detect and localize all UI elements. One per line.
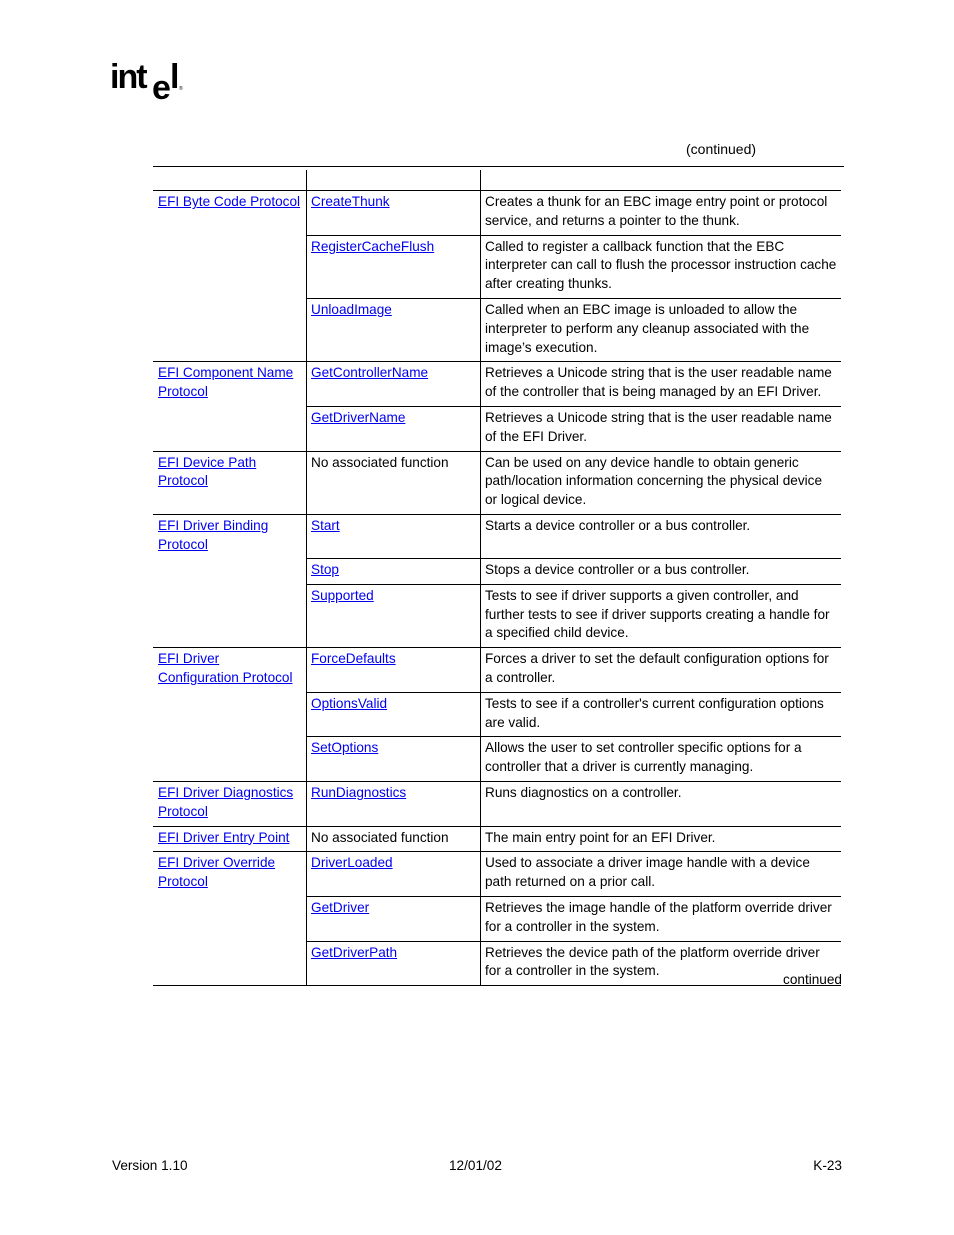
protocol-cell (153, 826, 307, 852)
svg-text:l: l (170, 58, 180, 96)
function-cell: No associated function (307, 826, 481, 852)
top-rule (153, 166, 844, 167)
function-link[interactable]: CreateThunk (311, 194, 390, 209)
table-row (153, 191, 841, 236)
function-cell (307, 559, 481, 585)
function-link[interactable]: Stop (311, 562, 339, 578)
table-row (153, 941, 841, 986)
table-row (153, 559, 841, 585)
protocol-cell (153, 298, 307, 361)
function-cell: No associated function (307, 451, 481, 514)
protocol-cell (153, 451, 307, 514)
protocol-cell (153, 692, 307, 737)
description-cell: Allows the user to set controller specific options for a controller that a driver is currently managing. (481, 737, 842, 782)
svg-text:e: e (152, 69, 169, 104)
protocol-link[interactable]: EFI Driver Binding Protocol (158, 517, 269, 552)
function-link[interactable]: GetDriverPath (311, 944, 398, 960)
table-row (153, 451, 841, 514)
function-cell (307, 298, 481, 361)
protocol-cell (153, 191, 307, 236)
svg-text:®: ® (179, 86, 183, 92)
table-row (153, 406, 841, 451)
description-cell: Used to associate a driver image handle with a device path returned on a prior call. (481, 852, 842, 897)
protocol-cell (153, 514, 307, 558)
continued-label-bottom: continued (783, 972, 842, 987)
function-cell (307, 191, 481, 236)
protocol-link[interactable]: EFI Driver Entry Point (158, 829, 290, 845)
function-cell (307, 941, 481, 986)
protocol-cell (153, 584, 307, 647)
function-cell (307, 897, 481, 942)
function-cell (307, 648, 481, 693)
description-cell: Retrieves a Unicode string that is the user readable name of the EFI Driver. (481, 406, 842, 451)
function-link[interactable]: Supported (311, 587, 374, 603)
function-link[interactable]: SetOptions (311, 740, 379, 756)
function-link[interactable]: UnloadImage (311, 301, 392, 317)
function-cell (307, 737, 481, 782)
function-link[interactable]: GetDriver (311, 900, 370, 915)
protocol-link[interactable]: EFI Component Name Protocol (158, 365, 294, 400)
description-cell: The main entry point for an EFI Driver. (481, 826, 842, 852)
protocol-cell (153, 559, 307, 585)
table-row (153, 852, 841, 897)
table-row (153, 782, 841, 827)
function-link[interactable]: GetDriverName (311, 409, 406, 425)
function-cell (307, 514, 481, 558)
function-link[interactable]: GetControllerName (311, 365, 429, 381)
description-cell: Tests to see if driver supports a given controller, and further tests to see if driver supports creating a handle for a specified child device. (481, 584, 842, 647)
description-cell: Retrieves the device path of the platform override driver for a controller in the system. (481, 941, 842, 986)
protocol-link[interactable]: EFI Driver Diagnostics Protocol (158, 785, 294, 819)
function-link[interactable]: DriverLoaded (311, 855, 393, 871)
function-link[interactable]: RunDiagnostics (311, 785, 407, 801)
header-cell-3 (481, 170, 842, 191)
header-cell-2 (307, 170, 481, 191)
function-link[interactable]: RegisterCacheFlush (311, 238, 435, 254)
table-row (153, 826, 841, 852)
protocol-link[interactable]: EFI Driver Override Protocol (158, 855, 276, 890)
intel-logo (110, 58, 190, 104)
function-cell (307, 584, 481, 647)
description-cell: Stops a device controller or a bus controller. (481, 559, 842, 585)
protocol-link[interactable]: EFI Driver Configuration Protocol (158, 651, 293, 686)
function-cell (307, 782, 481, 827)
function-cell (307, 362, 481, 407)
protocol-cell (153, 648, 307, 693)
table-row (153, 235, 841, 298)
protocol-link[interactable]: EFI Device Path Protocol (158, 454, 257, 489)
description-cell: Retrieves the image handle of the platform override driver for a controller in the system. (481, 897, 842, 942)
protocol-function-table (153, 170, 841, 986)
function-link[interactable]: ForceDefaults (311, 651, 396, 667)
description-cell: Tests to see if a controller's current configuration options are valid. (481, 692, 842, 737)
table-header-row (153, 170, 841, 191)
function-link[interactable]: Start (311, 517, 340, 533)
table-row (153, 362, 841, 407)
protocol-cell (153, 782, 307, 827)
table-row (153, 514, 841, 558)
function-cell (307, 852, 481, 897)
continued-label-top: (continued) (686, 141, 757, 157)
description-cell: Called when an EBC image is unloaded to allow the interpreter to perform any cleanup associated with the image’s execution. (481, 298, 842, 361)
description-cell: Can be used on any device handle to obtain generic path/location information concerning the physical device or logical device. (481, 451, 842, 514)
header-cell-1 (153, 170, 307, 191)
protocol-cell (153, 362, 307, 407)
description-cell: Retrieves a Unicode string that is the user readable name of the controller that is being managed by an EFI Driver. (481, 362, 842, 407)
description-cell: Forces a driver to set the default configuration options for a controller. (481, 648, 842, 693)
function-cell (307, 406, 481, 451)
function-cell (307, 235, 481, 298)
protocol-cell (153, 941, 307, 986)
table-row (153, 298, 841, 361)
protocol-cell (153, 737, 307, 782)
protocol-link[interactable]: EFI Byte Code Protocol (158, 194, 301, 209)
footer-page-number: K-23 (813, 1158, 842, 1173)
protocol-cell (153, 235, 307, 298)
protocol-cell (153, 852, 307, 897)
description-cell: Starts a device controller or a bus controller. (481, 514, 842, 558)
table-row (153, 897, 841, 942)
footer-date: 12/01/02 (449, 1158, 502, 1173)
table-row (153, 737, 841, 782)
table-row (153, 648, 841, 693)
description-cell: Creates a thunk for an EBC image entry point or protocol service, and returns a pointer to the thunk. (481, 191, 842, 236)
description-cell: Runs diagnostics on a controller. (481, 782, 842, 827)
svg-text:int: int (110, 58, 146, 96)
description-cell: Called to register a callback function that the EBC interpreter can call to flush the processor instruction cache after creating thunks. (481, 235, 842, 298)
table-row (153, 584, 841, 647)
function-cell (307, 692, 481, 737)
table-row (153, 692, 841, 737)
protocol-cell (153, 897, 307, 942)
function-link[interactable]: OptionsValid (311, 695, 388, 711)
protocol-cell (153, 406, 307, 451)
footer-version: Version 1.10 (112, 1158, 188, 1173)
